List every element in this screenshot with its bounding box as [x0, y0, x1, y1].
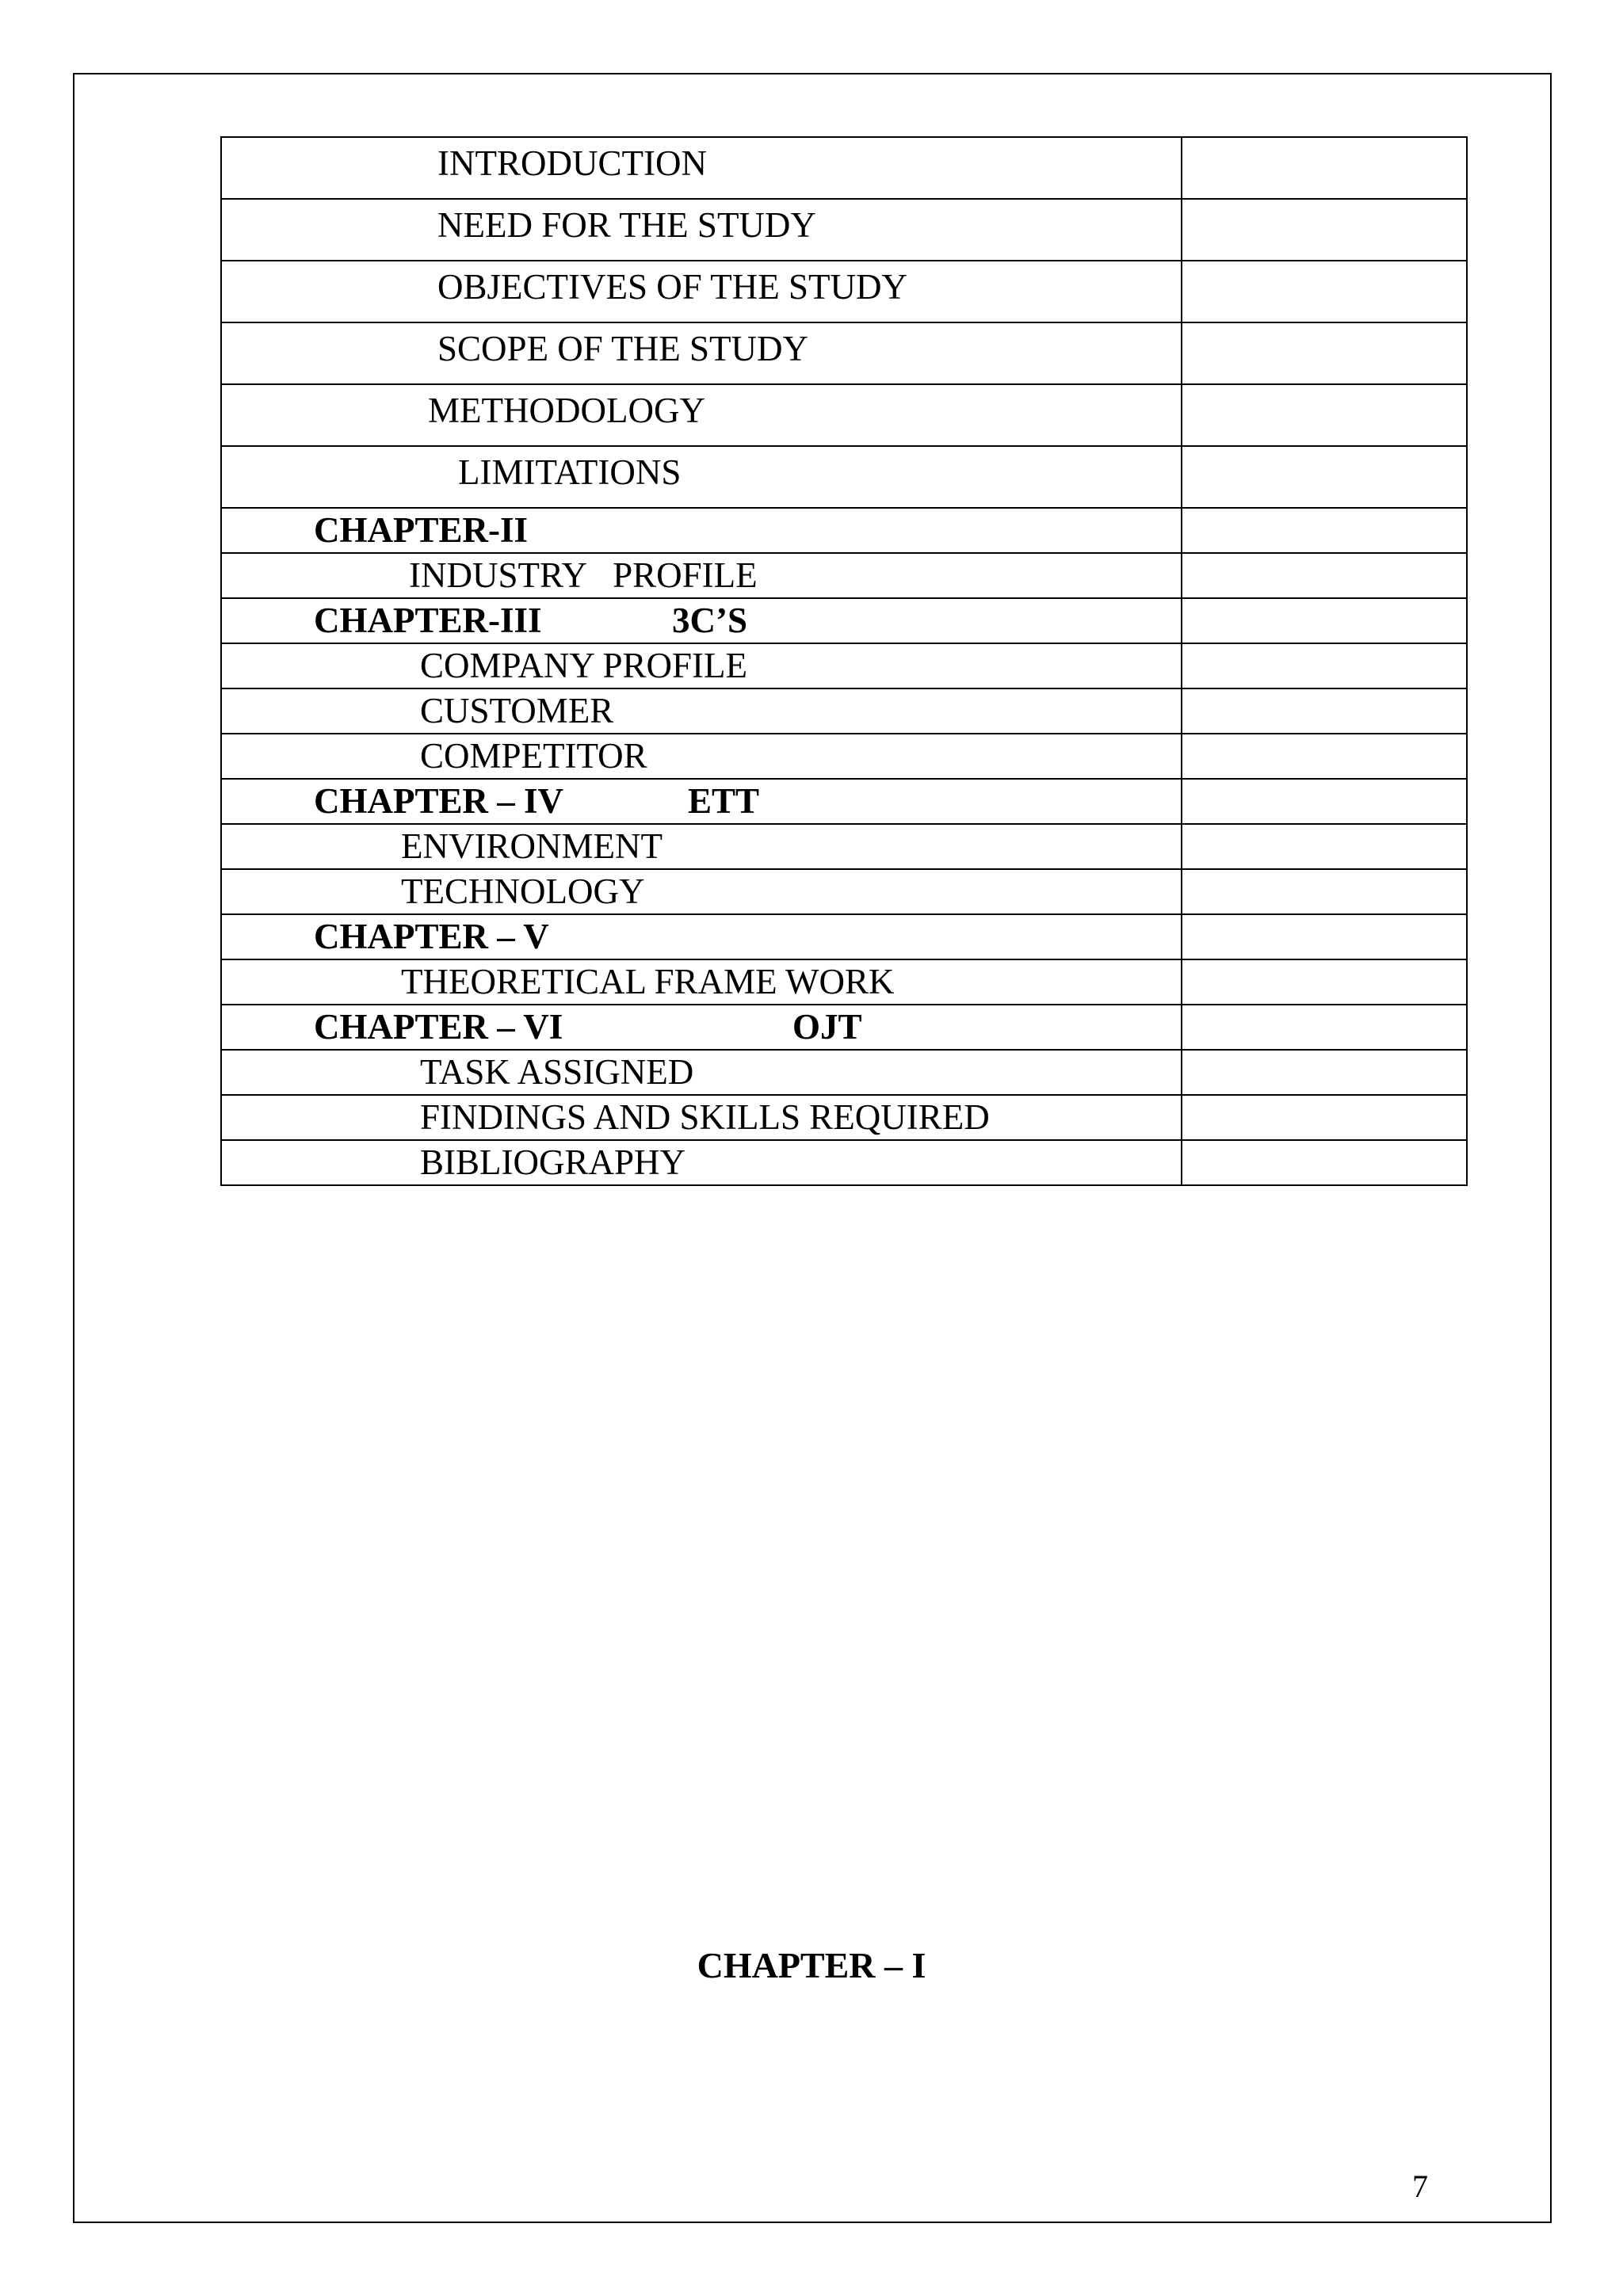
toc-entry-need-for-study: NEED FOR THE STUDY [437, 205, 816, 245]
table-row [221, 1095, 1467, 1140]
toc-page-cell [1182, 688, 1467, 734]
toc-page-cell [1182, 959, 1467, 1005]
toc-page-cell [1182, 1050, 1467, 1095]
toc-title-cell [221, 1095, 1182, 1140]
toc-entry-limitations: LIMITATIONS [458, 452, 682, 492]
toc-title-cell [221, 959, 1182, 1005]
toc-chapter-ii: CHAPTER-II [314, 510, 529, 550]
toc-chapter-iv-subtitle: ETT [688, 781, 760, 821]
toc-chapter-vi-subtitle: OJT [792, 1007, 862, 1047]
toc-chapter-iv: CHAPTER – IV [314, 781, 564, 821]
toc-title-cell [221, 643, 1182, 688]
toc-title-cell [221, 688, 1182, 734]
table-row [221, 384, 1467, 446]
table-of-contents [220, 136, 1468, 1186]
chapter-heading: CHAPTER – I [697, 1945, 926, 1985]
table-row [221, 199, 1467, 261]
toc-title-cell [221, 598, 1182, 643]
toc-page-cell [1182, 1140, 1467, 1185]
toc-page-cell [1182, 643, 1467, 688]
toc-title-cell [221, 1050, 1182, 1095]
toc-entry-theoretical-framework: THEORETICAL FRAME WORK [401, 962, 895, 1001]
table-row [221, 322, 1467, 384]
table-row [221, 914, 1467, 959]
toc-page-cell [1182, 869, 1467, 914]
table-row [221, 959, 1467, 1005]
toc-title-cell [221, 553, 1182, 598]
toc-title-cell [221, 446, 1182, 508]
toc-title-cell [221, 914, 1182, 959]
toc-title-cell [221, 1005, 1182, 1050]
toc-page-cell [1182, 779, 1467, 824]
table-row [221, 824, 1467, 869]
toc-entry-scope: SCOPE OF THE STUDY [437, 329, 808, 368]
table-row [221, 553, 1467, 598]
toc-title-cell [221, 734, 1182, 779]
toc-entry-industry-profile: INDUSTRY PROFILE [409, 555, 758, 595]
table-row [221, 446, 1467, 508]
toc-title-cell [221, 199, 1182, 261]
table-row [221, 1005, 1467, 1050]
toc-entry-task-assigned: TASK ASSIGNED [420, 1052, 694, 1092]
table-row [221, 261, 1467, 322]
table-row [221, 643, 1467, 688]
toc-page-cell [1182, 914, 1467, 959]
table-row [221, 734, 1467, 779]
toc-chapter-vi: CHAPTER – VI [314, 1007, 563, 1047]
toc-entry-environment: ENVIRONMENT [401, 826, 663, 866]
toc-page-cell [1182, 446, 1467, 508]
toc-page-cell [1182, 1095, 1467, 1140]
toc-page-cell [1182, 598, 1467, 643]
toc-page-cell [1182, 261, 1467, 322]
toc-chapter-iii: CHAPTER-III [314, 601, 542, 640]
page-number: 7 [1412, 2168, 1428, 2204]
toc-entry-competitor: COMPETITOR [420, 736, 647, 776]
toc-title-cell [221, 824, 1182, 869]
table-row [221, 779, 1467, 824]
table-row [221, 869, 1467, 914]
toc-title-cell [221, 869, 1182, 914]
toc-title-cell [221, 261, 1182, 322]
toc-page-cell [1182, 322, 1467, 384]
toc-page-cell [1182, 508, 1467, 553]
toc-page-cell [1182, 553, 1467, 598]
toc-title-cell [221, 1140, 1182, 1185]
toc-entry-objectives: OBJECTIVES OF THE STUDY [437, 267, 907, 307]
toc-entry-bibliography: BIBLIOGRAPHY [420, 1142, 686, 1182]
toc-page-cell [1182, 199, 1467, 261]
table-row [221, 508, 1467, 553]
toc-page-cell [1182, 384, 1467, 446]
toc-entry-introduction: INTRODUCTION [437, 143, 707, 183]
toc-chapter-v: CHAPTER – V [314, 917, 549, 956]
toc-title-cell [221, 322, 1182, 384]
toc-page-cell [1182, 824, 1467, 869]
table-row [221, 688, 1467, 734]
table-row [221, 137, 1467, 199]
toc-page-cell [1182, 137, 1467, 199]
toc-title-cell [221, 508, 1182, 553]
table-row [221, 1050, 1467, 1095]
table-row [221, 598, 1467, 643]
toc-entry-technology: TECHNOLOGY [401, 871, 645, 911]
toc-title-cell [221, 384, 1182, 446]
toc-page-cell [1182, 734, 1467, 779]
toc-entry-methodology: METHODOLOGY [428, 391, 705, 430]
toc-page-cell [1182, 1005, 1467, 1050]
table-row [221, 1140, 1467, 1185]
toc-entry-findings-skills: FINDINGS AND SKILLS REQUIRED [420, 1097, 990, 1137]
toc-title-cell [221, 137, 1182, 199]
toc-title-cell [221, 779, 1182, 824]
toc-entry-company-profile: COMPANY PROFILE [420, 646, 748, 685]
toc-entry-customer: CUSTOMER [420, 691, 614, 730]
toc-chapter-iii-subtitle: 3C’S [672, 601, 748, 640]
